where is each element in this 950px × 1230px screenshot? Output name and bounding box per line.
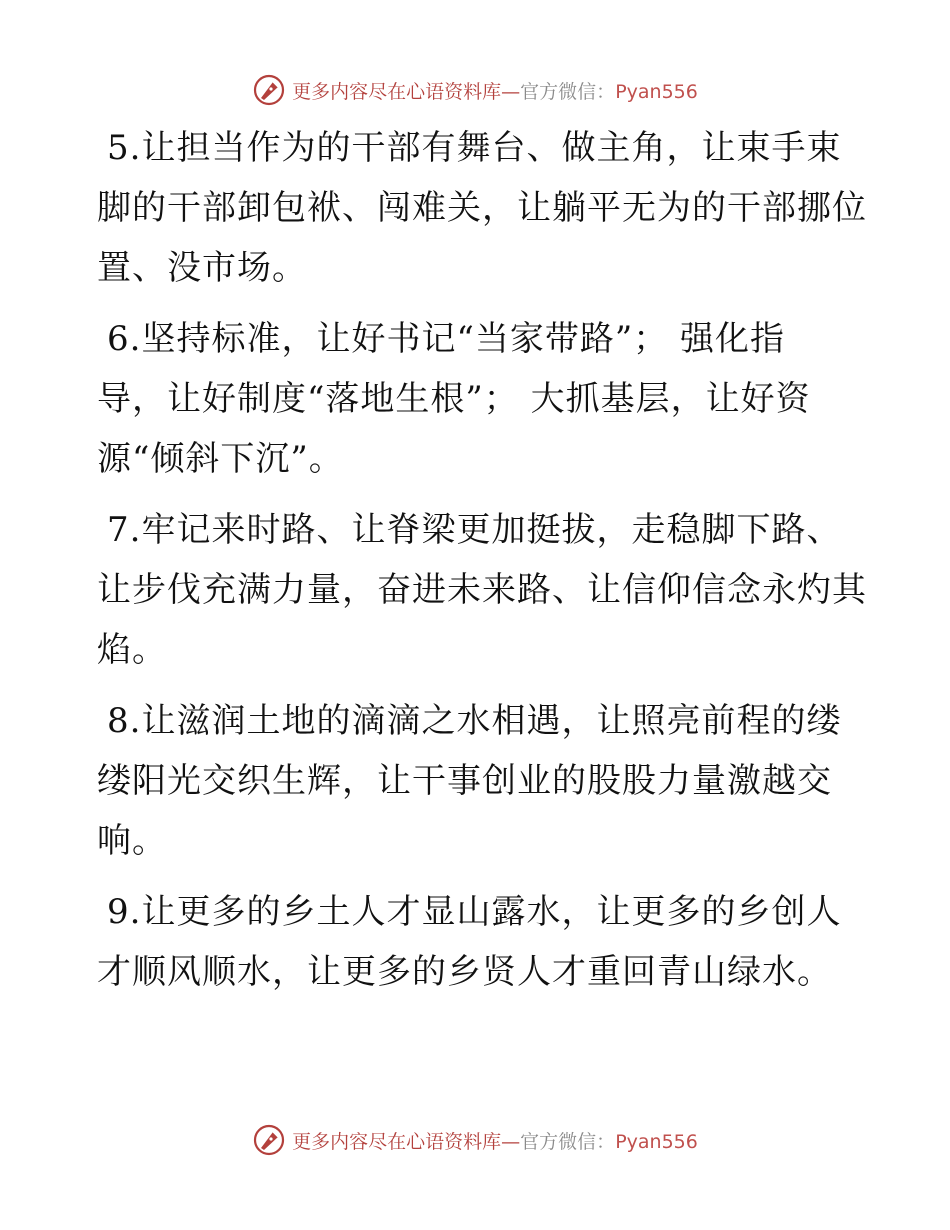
text-line: 导，让好制度“落地生根”； 大抓基层，让好资 <box>97 379 811 419</box>
brand-text: 更多内容尽在心语资料库 <box>292 80 502 103</box>
text-line: 缕阳光交织生辉，让干事创业的股股力量激越交 <box>97 761 832 801</box>
official-label: 官方微信： <box>520 80 616 103</box>
header-banner <box>0 70 950 110</box>
footer-text <box>292 1127 698 1154</box>
text-line: 脚的干部卸包袱、闯难关，让躺平无为的干部挪位 <box>97 188 867 228</box>
text-line: 焰。 <box>97 630 167 670</box>
paragraph-7 <box>97 500 867 680</box>
brand-text: 更多内容尽在心语资料库 <box>292 1130 502 1153</box>
paragraph-8 <box>97 691 857 871</box>
text-line: 源“倾斜下沉”。 <box>97 439 344 479</box>
pen-nib-logo-icon <box>252 1123 286 1157</box>
text-line: 响。 <box>97 821 167 861</box>
text-line: 5.让担当作为的干部有舞台、做主角，让束手束 <box>107 128 842 168</box>
text-line: 置、没市场。 <box>97 248 307 288</box>
text-line: 8.让滋润土地的滴滴之水相遇，让照亮前程的缕 <box>107 701 842 741</box>
wechat-id: Pyan556 <box>615 80 698 103</box>
text-line: 让步伐充满力量，奋进未来路、让信仰信念永灼其 <box>97 570 867 610</box>
separator: — <box>501 1130 521 1153</box>
pen-nib-logo-icon <box>252 73 286 107</box>
header-text <box>292 77 698 104</box>
official-label: 官方微信： <box>520 1130 616 1153</box>
separator: — <box>501 80 521 103</box>
text-line: 6.坚持标准，让好书记“当家带路”； 强化指 <box>107 319 786 359</box>
document-body <box>97 118 867 1013</box>
text-line: 才顺风顺水，让更多的乡贤人才重回青山绿水。 <box>97 952 832 992</box>
paragraph-5 <box>97 118 867 298</box>
text-line: 7.牢记来时路、让脊梁更加挺拔，走稳脚下路、 <box>107 510 842 550</box>
paragraph-6 <box>97 309 857 489</box>
footer-banner <box>0 1120 950 1160</box>
paragraph-9 <box>97 882 857 1002</box>
wechat-id: Pyan556 <box>615 1130 698 1153</box>
text-line: 9.让更多的乡土人才显山露水，让更多的乡创人 <box>107 892 842 932</box>
